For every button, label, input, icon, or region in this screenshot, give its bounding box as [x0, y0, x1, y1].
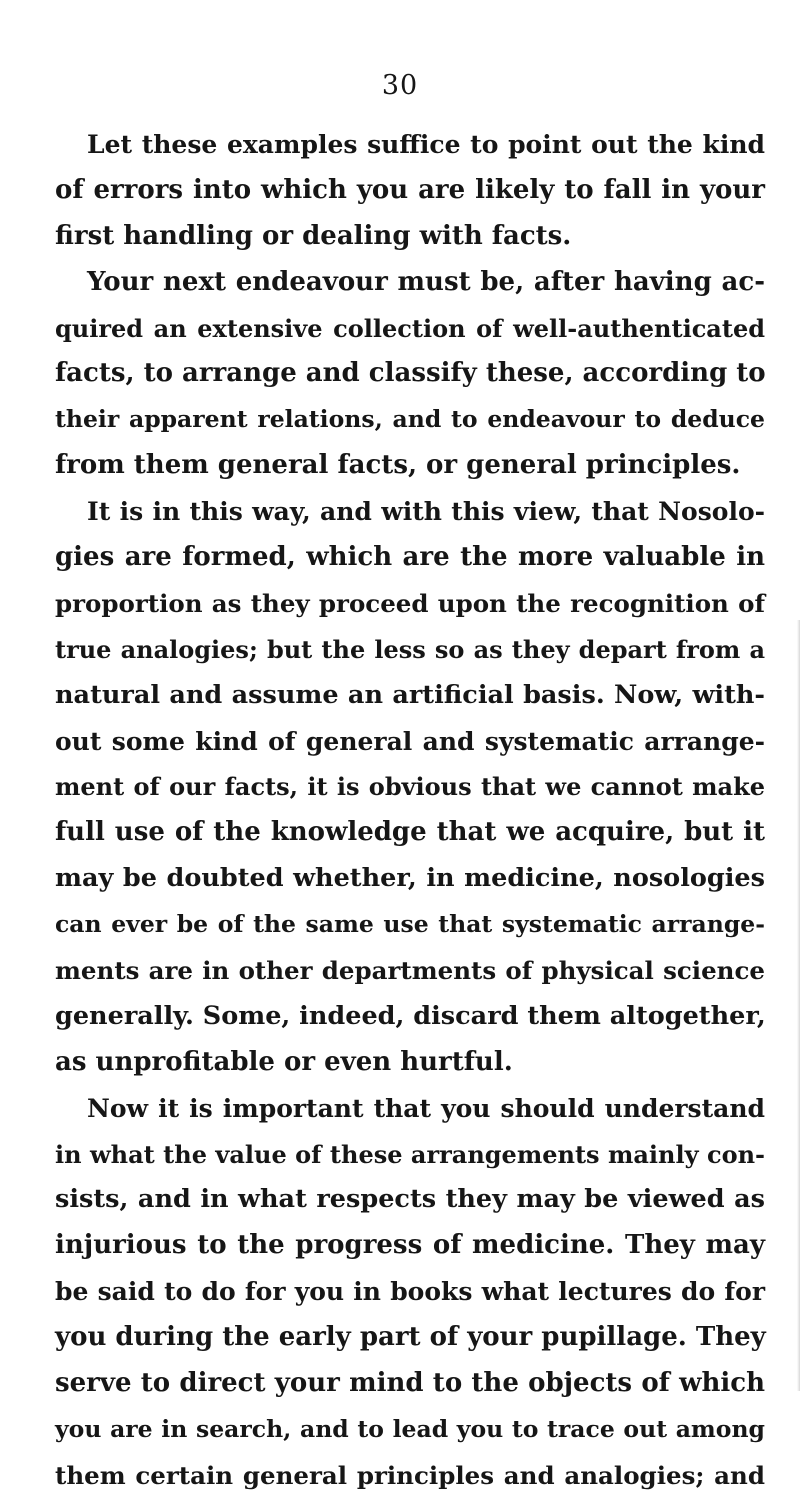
text-line: full use of the knowledge that we acquire, but it [55, 817, 765, 848]
page-number: 30 [381, 70, 419, 101]
text-line: in what the value of these arrangements mainly con- [55, 1139, 765, 1169]
text-line: out some kind of general and systematic arrange- [55, 726, 765, 756]
text-line: you are in search, and to lead you to trace out among [55, 1414, 765, 1443]
text-line: their apparent relations, and to endeavour to deduce [55, 405, 765, 434]
text-line: you during the early part of your pupillage. They [55, 1322, 766, 1353]
text-line: natural and assume an artificial basis. Now, with- [55, 679, 765, 710]
text-line: ments are in other departments of physical science [55, 956, 765, 986]
text-line: be said to do for you in books what lectures do for [55, 1277, 765, 1307]
text-line: gies are formed, which are the more valuable in [55, 542, 765, 573]
text-line: It is in this way, and with this view, that Nosolo- [87, 497, 765, 527]
text-line: ment of our facts, it is obvious that we cannot make [55, 772, 765, 802]
text-line: them certain general principles and analogies; and [55, 1460, 765, 1490]
text-line: of errors into which you are likely to fall in your [55, 174, 765, 205]
text-line: serve to direct your mind to the objects of which [55, 1368, 765, 1399]
text-line: from them general facts, or general principles. [55, 450, 741, 481]
text-line: sists, and in what respects they may be viewed as [55, 1184, 765, 1215]
text-line: as unprofitable or even hurtful. [55, 1046, 513, 1077]
text-line: Your next endeavour must be, after having ac- [87, 266, 765, 297]
text-line: proportion as they proceed upon the recognition of [55, 588, 765, 618]
text-line: may be doubted whether, in medicine, nosologies [55, 863, 765, 894]
text-line: generally. Some, indeed, discard them altogether, [55, 1000, 766, 1031]
text-line: true analogies; but the less so as they depart from a [55, 634, 765, 664]
text-line: facts, to arrange and classify these, according to [55, 358, 766, 389]
text-line: Now it is important that you should understand [87, 1093, 765, 1123]
text-line: can ever be of the same use that systematic arrange- [55, 910, 765, 939]
text-line: first handling or dealing with facts. [55, 220, 572, 251]
text-line: injurious to the progress of medicine. They may [55, 1230, 765, 1261]
text-line: quired an extensive collection of well-authenticated [55, 313, 765, 343]
text-line: Let these examples suffice to point out the kind [87, 130, 765, 159]
body-text [55, 122, 765, 1499]
